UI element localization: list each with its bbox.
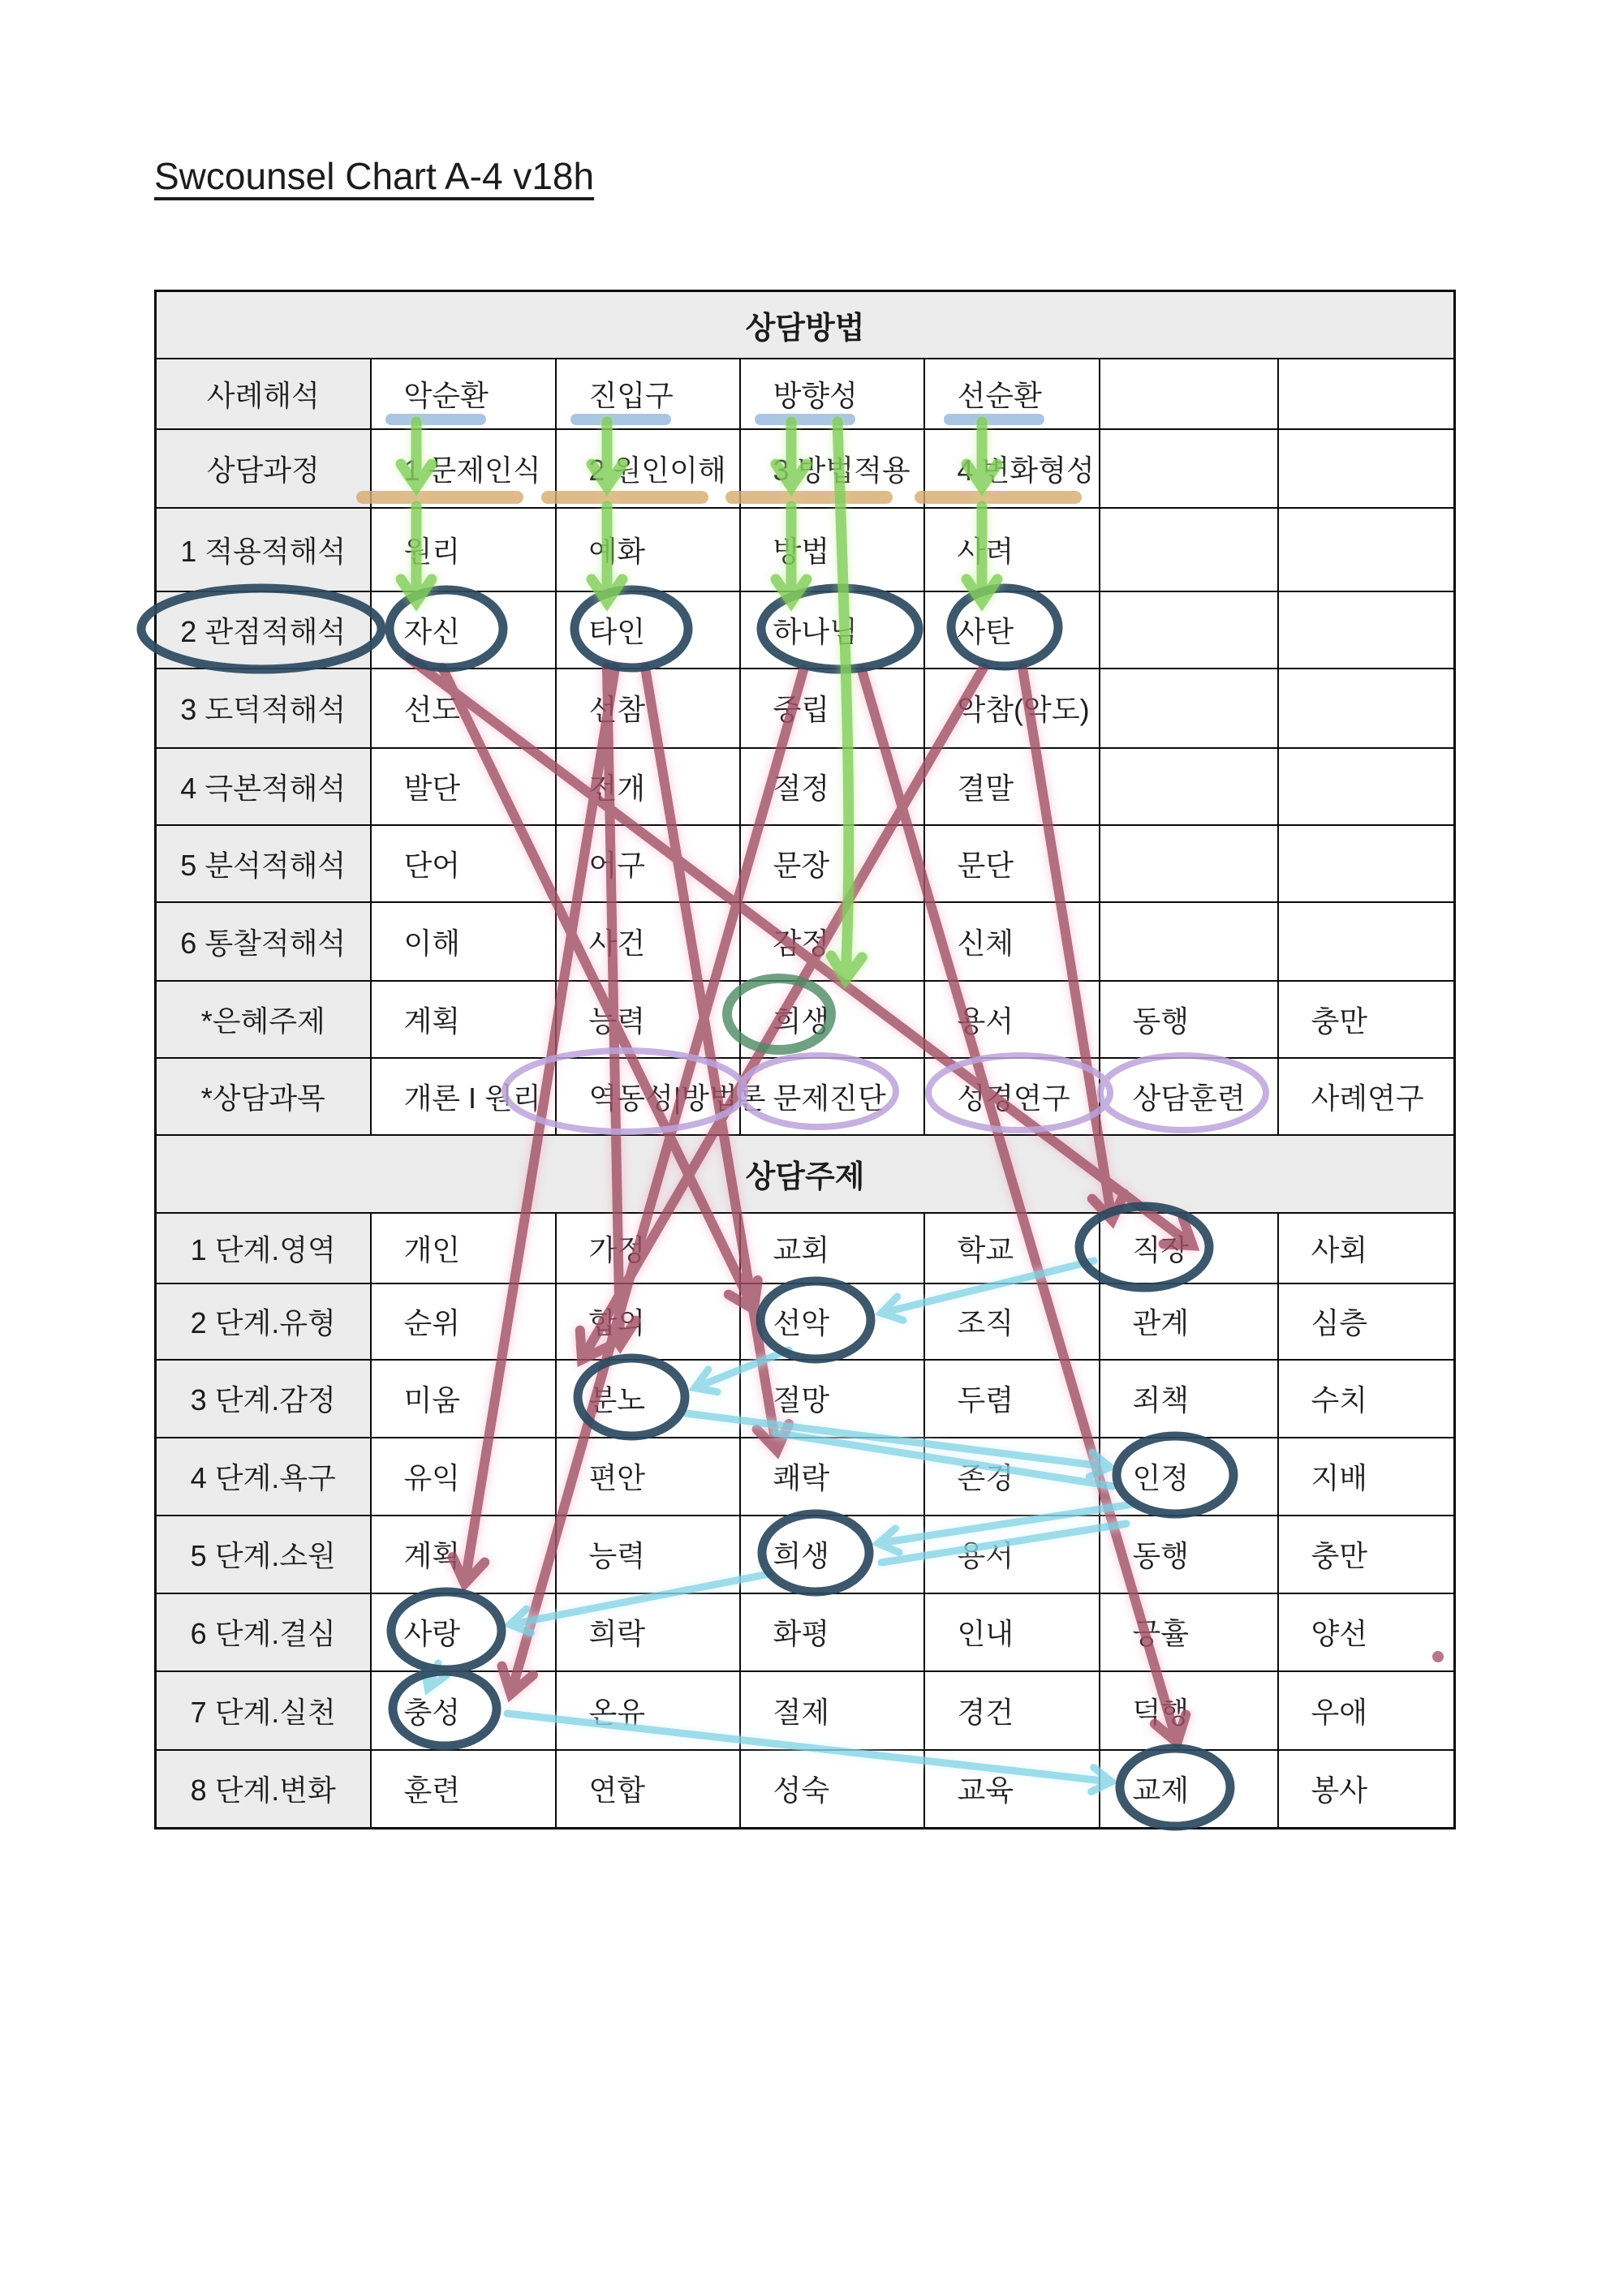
cell: 사랑 [371, 1593, 556, 1671]
cell: 연합 [556, 1750, 740, 1829]
cell: 개론 I 원리 [371, 1058, 556, 1135]
cell [1278, 591, 1455, 669]
row-label: 8 단계.변화 [156, 1750, 371, 1829]
cell: 선순환 [924, 359, 1100, 429]
cell: 발단 [371, 748, 556, 825]
cell: 전개 [556, 748, 740, 825]
table-row [156, 1213, 1455, 1283]
cell: 학교 [924, 1213, 1100, 1283]
row-label: 4 단계.욕구 [156, 1438, 371, 1516]
cell: 온유 [556, 1671, 740, 1750]
cell: 감정 [740, 902, 924, 981]
cell: 능력 [556, 981, 740, 1058]
cell [1278, 748, 1455, 825]
cell: 4 변화형성 [924, 429, 1100, 508]
cell: 개인 [371, 1213, 556, 1283]
cell: 진입구 [556, 359, 740, 429]
cell: 죄책 [1100, 1360, 1278, 1438]
counsel-chart-table [154, 290, 1456, 1829]
cell: 미움 [371, 1360, 556, 1438]
table-row [156, 1593, 1455, 1671]
cell: 교제 [1100, 1750, 1278, 1829]
cell: 방법 [740, 508, 924, 591]
cell: 지배 [1278, 1438, 1455, 1516]
section-title-method: 상담방법 [156, 291, 1455, 359]
cell: 합의 [556, 1283, 740, 1360]
cell: 선악 [740, 1283, 924, 1360]
table-row [156, 1516, 1455, 1593]
cell: 인내 [924, 1593, 1100, 1671]
cell [1100, 508, 1278, 591]
table-row [156, 1058, 1455, 1135]
row-label: 4 극본적해석 [156, 748, 371, 825]
cell: 3 방법적용 [740, 429, 924, 508]
cell: 조직 [924, 1283, 1100, 1360]
cell: 선도 [371, 669, 556, 748]
cell: 사탄 [924, 591, 1100, 669]
cell: 쾌락 [740, 1438, 924, 1516]
cell: 분노 [556, 1360, 740, 1438]
row-label: 2 단계.유형 [156, 1283, 371, 1360]
cell: 문단 [924, 825, 1100, 902]
cell: 계획 [371, 1516, 556, 1593]
cell: 동행 [1100, 1516, 1278, 1593]
cell: 절정 [740, 748, 924, 825]
cell: 하나님 [740, 591, 924, 669]
table-row [156, 1438, 1455, 1516]
table-row [156, 748, 1455, 825]
table-row [156, 1671, 1455, 1750]
cell: 우애 [1278, 1671, 1455, 1750]
cell: 신체 [924, 902, 1100, 981]
cell: 단어 [371, 825, 556, 902]
cell: 편안 [556, 1438, 740, 1516]
cell: 희생 [740, 1516, 924, 1593]
row-label: 상담과정 [156, 429, 371, 508]
cell: 성경연구 [924, 1058, 1100, 1135]
cell: 존경 [924, 1438, 1100, 1516]
page-title: Swcounsel Chart A-4 v18h [154, 155, 595, 197]
row-label: 1 단계.영역 [156, 1213, 371, 1283]
cell: 악순환 [371, 359, 556, 429]
cell: 능력 [556, 1516, 740, 1593]
cell: 희생 [740, 981, 924, 1058]
cell: 교육 [924, 1750, 1100, 1829]
cell [1100, 902, 1278, 981]
cell: 봉사 [1278, 1750, 1455, 1829]
section-title-topic: 상담주제 [156, 1135, 1455, 1213]
row-label: 3 단계.감정 [156, 1360, 371, 1438]
cell: 인정 [1100, 1438, 1278, 1516]
cell: 계획 [371, 981, 556, 1058]
cell: 사례연구 [1278, 1058, 1455, 1135]
cell: 긍휼 [1100, 1593, 1278, 1671]
cell: 선참 [556, 669, 740, 748]
table-row [156, 1283, 1455, 1360]
row-label: 5 단계.소원 [156, 1516, 371, 1593]
table-row [156, 359, 1455, 429]
cell [1278, 902, 1455, 981]
cell [1100, 591, 1278, 669]
table-row [156, 591, 1455, 669]
cell: 동행 [1100, 981, 1278, 1058]
cell: 두렴 [924, 1360, 1100, 1438]
cell: 용서 [924, 981, 1100, 1058]
table-row [156, 1750, 1455, 1829]
cell: 순위 [371, 1283, 556, 1360]
cell: 훈련 [371, 1750, 556, 1829]
row-label: *은혜주제 [156, 981, 371, 1058]
cell: 상담훈련 [1100, 1058, 1278, 1135]
cell: 덕행 [1100, 1671, 1278, 1750]
cell: 가정 [556, 1213, 740, 1283]
table-row [156, 902, 1455, 981]
cell: 자신 [371, 591, 556, 669]
cell: 절망 [740, 1360, 924, 1438]
cell: 사려 [924, 508, 1100, 591]
cell: 충만 [1278, 981, 1455, 1058]
cell: 충성 [371, 1671, 556, 1750]
cell [1100, 429, 1278, 508]
cell: 1 문제인식 [371, 429, 556, 508]
cell: 문장 [740, 825, 924, 902]
section-header-row [156, 1135, 1455, 1213]
cell: 어구 [556, 825, 740, 902]
cell: 유익 [371, 1438, 556, 1516]
row-label: 사례해석 [156, 359, 371, 429]
table-row [156, 669, 1455, 748]
cell [1278, 359, 1455, 429]
cell: 사건 [556, 902, 740, 981]
cell: 사회 [1278, 1213, 1455, 1283]
row-label: 6 통찰적해석 [156, 902, 371, 981]
section-header-row [156, 291, 1455, 359]
cell: 양선 [1278, 1593, 1455, 1671]
cell: 타인 [556, 591, 740, 669]
cell [1100, 825, 1278, 902]
cell [1100, 748, 1278, 825]
cell: 방향성 [740, 359, 924, 429]
cell: 성숙 [740, 1750, 924, 1829]
cell: 이해 [371, 902, 556, 981]
cell: 심층 [1278, 1283, 1455, 1360]
row-label: 5 분석적해석 [156, 825, 371, 902]
table-row [156, 429, 1455, 508]
cell: 직장 [1100, 1213, 1278, 1283]
cell [1278, 825, 1455, 902]
row-label: 1 적용적해석 [156, 508, 371, 591]
cell [1278, 508, 1455, 591]
cell: 역동성|방법론 [556, 1058, 740, 1135]
cell: 경건 [924, 1671, 1100, 1750]
cell [1100, 359, 1278, 429]
cell [1278, 669, 1455, 748]
row-label: 7 단계.실천 [156, 1671, 371, 1750]
row-label: 2 관점적해석 [156, 591, 371, 669]
cell: 관계 [1100, 1283, 1278, 1360]
cell: 충만 [1278, 1516, 1455, 1593]
cell: 수치 [1278, 1360, 1455, 1438]
table-row [156, 825, 1455, 902]
cell: 희락 [556, 1593, 740, 1671]
cell: 중립 [740, 669, 924, 748]
cell: 용서 [924, 1516, 1100, 1593]
cell: 2 원인이해 [556, 429, 740, 508]
cell: 절제 [740, 1671, 924, 1750]
cell [1278, 429, 1455, 508]
cell: 교회 [740, 1213, 924, 1283]
cell: 화평 [740, 1593, 924, 1671]
cell [1100, 669, 1278, 748]
cell: 문제진단 [740, 1058, 924, 1135]
table-row [156, 508, 1455, 591]
cell: 예화 [556, 508, 740, 591]
cell: 악참(악도) [924, 669, 1100, 748]
row-label: 6 단계.결심 [156, 1593, 371, 1671]
row-label: 3 도덕적해석 [156, 669, 371, 748]
table-row [156, 1360, 1455, 1438]
table-row [156, 981, 1455, 1058]
row-label: *상담과목 [156, 1058, 371, 1135]
cell: 원리 [371, 508, 556, 591]
cell: 결말 [924, 748, 1100, 825]
